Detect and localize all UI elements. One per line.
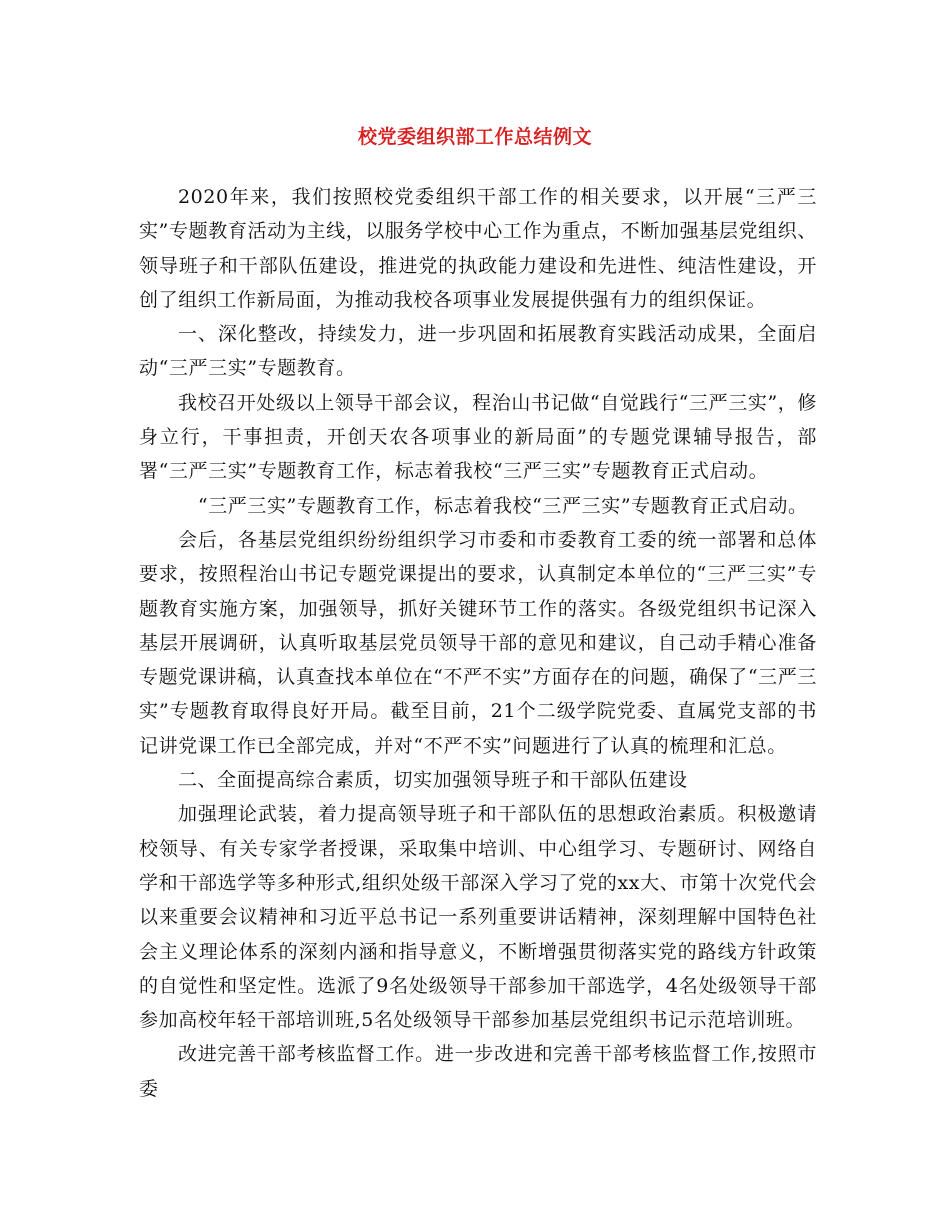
paragraph-assessment: 改进完善干部考核监督工作。进一步改进和完善干部考核监督工作,按照市委: [139, 1043, 817, 1100]
paragraph-repeat: “三严三实”专题教育工作，标志着我校“三严三实”专题教育正式启动。: [197, 494, 808, 517]
paragraph-after-meeting: 会后，各基层党组织纷纷组织学习市委和市委教育工委的统一部署和总体要求，按照程治山书记专题党课提出的要求，认真制定本单位的“三严三实”专题教育实施方案，加强领导，抓好关键环节工作的落实。各级党组织书记深入基层开展调研，认真听取基层党员领导干部的意见和建议，自己动手精心准备专题党课讲稿，认真查找本单位在“不严不实”方面存在的问题，确保了“三严三实”专题教育取得良好开局。截至目前，21个二级学院党委、直属党支部的书记讲党课工作已全部完成，并对“不严不实”问题进行了认真的梳理和汇总。: [139, 528, 817, 757]
document-title: 校党委组织部工作总结例文: [357, 126, 592, 148]
document-body: [139, 180, 817, 1106]
paragraph-intro: 2020年来，我们按照校党委组织干部工作的相关要求，以开展“三严三实”专题教育活动为主线，以服务学校中心工作为重点，不断加强基层党组织、领导班子和干部队伍建设，推进党的执政能力建设和先进性、纯洁性建设，开创了组织工作新局面，为推动我校各项事业发展提供强有力的组织保证。: [139, 186, 817, 311]
paragraph-meeting: 我校召开处级以上领导干部会议，程治山书记做“自觉践行“三严三实”，修身立行，干事担责，开创天农各项事业的新局面”的专题党课辅导报告，部署“三严三实”专题教育工作，标志着我校“三严三实”专题教育正式启动。: [139, 391, 817, 483]
paragraph-theory: 加强理论武装，着力提高领导班子和干部队伍的思想政治素质。积极邀请校领导、有关专家学者授课，采取集中培训、中心组学习、专题研讨、网络自学和干部选学等多种形式,组织处级干部深入学习了党的xx大、市第十次党代会以来重要会议精神和习近平总书记一系列重要讲话精神，深刻理解中国特色社会主义理论体系的深刻内涵和指导意义，不断增强贯彻落实党的路线方针政策的自觉性和坚定性。选派了9名处级领导干部参加干部选学，4名处级领导干部参加高校年轻干部培训班,5名处级领导干部参加基层党组织书记示范培训班。: [139, 803, 817, 1032]
section-heading-2: 二、全面提高综合素质，切实加强领导班子和干部队伍建设: [177, 769, 688, 792]
section-heading-1: 一、深化整改，持续发力，进一步巩固和拓展教育实践活动成果，全面启动“三严三实”专题教育。: [139, 323, 817, 380]
